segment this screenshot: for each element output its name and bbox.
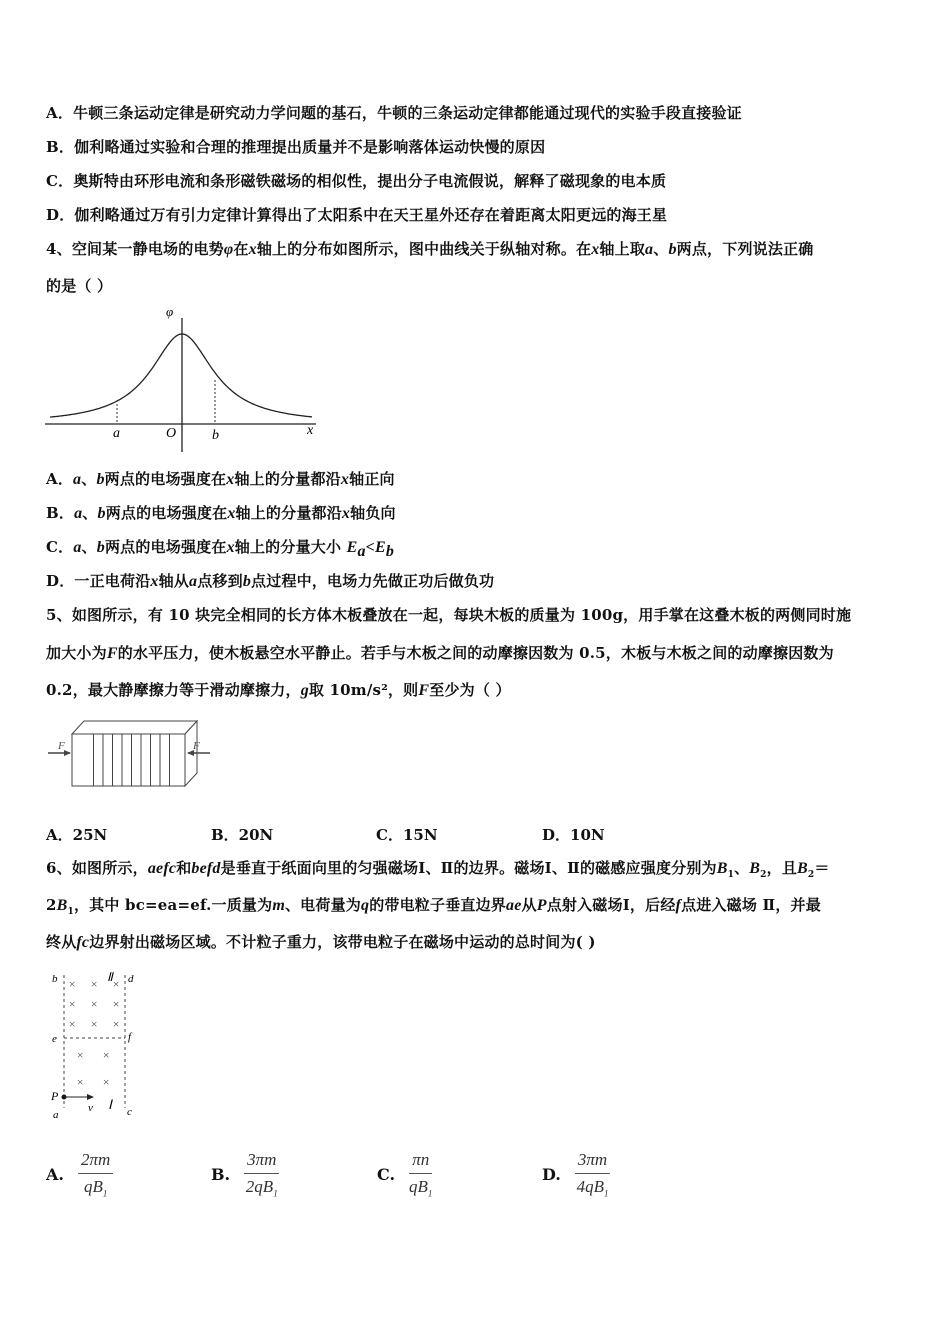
field-cross-icon: ×: [76, 1048, 85, 1062]
label-p: P: [51, 1089, 59, 1103]
text-segment: E: [346, 539, 358, 556]
text-segment: 轴正向: [349, 470, 395, 488]
numerator: 3πm: [244, 1150, 279, 1174]
text-segment: x: [150, 573, 159, 590]
text-segment: b: [96, 539, 105, 556]
text-segment: 轴上的分量都沿: [235, 504, 342, 522]
text-segment: 、: [82, 504, 98, 522]
text-segment: B．: [46, 504, 75, 522]
text-segment: 2: [760, 870, 767, 880]
denominator: $4qB_1$: [576, 1177, 609, 1199]
text-segment: 两点，下列说法正确: [676, 240, 814, 258]
text-segment: x: [340, 471, 350, 488]
field-cross-icon: ×: [68, 997, 77, 1011]
text-segment: 点进入磁场 Ⅱ，并最: [681, 896, 821, 914]
text-segment: F: [418, 682, 430, 699]
fraction: [575, 1150, 610, 1198]
text-segment: 至少为（ ）: [429, 681, 511, 699]
fraction: [244, 1150, 279, 1198]
numerator: 3πm: [575, 1150, 610, 1174]
label-region1: Ⅰ: [108, 1097, 112, 1112]
text-line[interactable]: [46, 536, 394, 561]
text-segment: fc: [76, 934, 90, 951]
left-force-label: F: [58, 740, 65, 752]
text-line[interactable]: [46, 570, 494, 591]
denominator: $qB_1$: [83, 1177, 108, 1199]
text-segment: f: [675, 897, 682, 914]
option-label: C.: [377, 1164, 396, 1184]
right-force-label: F: [193, 740, 200, 752]
text-segment: b: [668, 241, 677, 258]
text-segment: befd: [191, 860, 221, 877]
field-cross-icon: ×: [90, 1017, 99, 1031]
text-segment: B．伽利略通过实验和合理的推理提出质量并不是影响落体运动快慢的原因: [46, 138, 546, 156]
text-segment: a: [73, 539, 82, 556]
text-segment: 轴上的分量都沿: [234, 470, 341, 488]
b-label: b: [212, 428, 219, 443]
numerator: πn: [409, 1150, 432, 1174]
text-segment: C．奥斯特由环形电流和条形磁铁磁场的相似性，提出分子电流假说，解释了磁现象的电本质: [46, 172, 667, 190]
text-segment: 、: [734, 859, 750, 877]
text-segment: B: [749, 860, 761, 877]
text-segment: g: [300, 682, 309, 699]
text-segment: 、电荷量为: [284, 896, 361, 914]
q5-option-c[interactable]: C．15N: [376, 826, 438, 844]
denominator: $qB_1$: [409, 1177, 433, 1199]
option-label: A.: [46, 1164, 64, 1184]
field-cross-icon: ×: [112, 977, 121, 991]
x-label: x: [307, 423, 314, 438]
text-segment: ae: [506, 897, 522, 914]
field-cross-icon: ×: [102, 1048, 111, 1062]
text-line: [46, 102, 742, 123]
text-segment: φ: [223, 241, 234, 258]
numerator: 2πm: [78, 1150, 113, 1174]
label-c: c: [127, 1106, 132, 1118]
text-segment: b: [385, 543, 395, 560]
option-label: B.: [211, 1164, 231, 1184]
text-line[interactable]: [46, 502, 396, 523]
text-segment: 的带电粒子垂直边界: [369, 896, 506, 914]
field-cross-icon: ×: [68, 1017, 77, 1031]
text-segment: 2: [46, 896, 57, 914]
potential-curve: [50, 334, 312, 417]
text-segment: B: [716, 860, 728, 877]
text-segment: 轴从: [158, 572, 190, 590]
origin-label: O: [166, 426, 177, 441]
text-segment: 从: [521, 896, 537, 914]
field-cross-icon: ×: [102, 1075, 111, 1089]
text-segment: b: [97, 505, 106, 522]
text-segment: 2: [807, 870, 815, 880]
fraction: [409, 1150, 432, 1198]
label-f: f: [128, 1031, 132, 1043]
text-segment: 0.2，最大静摩擦力等于滑动摩擦力，: [46, 681, 301, 699]
text-segment: 点射入磁场Ⅰ，后经: [546, 896, 676, 914]
text-segment: 的是（ ）: [46, 277, 113, 295]
text-segment: x: [248, 241, 257, 258]
fraction: [78, 1150, 113, 1198]
text-segment: 和: [176, 859, 192, 877]
field-cross-icon: ×: [68, 977, 77, 991]
field-cross-icon: ×: [90, 977, 99, 991]
text-segment: ，其中 bc=ea=ef.一质量为: [73, 896, 273, 914]
text-segment: 两点的电场强度在: [104, 538, 227, 556]
text-segment: A．: [46, 470, 74, 488]
text-line: [46, 642, 834, 663]
text-segment: 轴负向: [350, 504, 396, 522]
text-line: [46, 931, 596, 952]
text-segment: b: [242, 573, 252, 590]
text-segment: x: [227, 505, 236, 522]
text-segment: 两点的电场强度在: [104, 470, 227, 488]
q5-option-d[interactable]: D．10N: [542, 826, 605, 844]
text-segment: 加大小为: [46, 644, 107, 662]
text-segment: 边界射出磁场区域。不计粒子重力，该带电粒子在磁场中运动的总时间为( ): [89, 933, 596, 951]
text-segment: 终从: [46, 933, 77, 951]
label-d: d: [128, 973, 134, 985]
text-segment: A．牛顿三条运动定律是研究动力学问题的基石，牛顿的三条运动定律都能通过现代的实验手段直接验证: [46, 104, 742, 122]
text-line: [46, 894, 821, 917]
text-segment: 1: [67, 907, 74, 917]
text-segment: 4、空间某一静电场的电势: [46, 240, 224, 258]
text-line: [46, 275, 112, 296]
label-region2: Ⅱ: [107, 970, 113, 984]
q6-option-c[interactable]: [377, 1150, 432, 1198]
text-segment: 两点的电场强度在: [105, 504, 228, 522]
text-segment: x: [341, 505, 351, 522]
text-line: [46, 204, 667, 225]
text-segment: a: [73, 471, 82, 488]
text-segment: 点移到: [197, 572, 243, 590]
text-segment: 的水平压力，使木板悬空水平静止。若手与木板之间的动摩擦因数为 0.5，木板与木板之间的动摩擦因数为: [117, 644, 834, 662]
field-cross-icon: ×: [76, 1075, 85, 1089]
text-line: [46, 238, 813, 259]
text-line[interactable]: [46, 468, 395, 489]
text-segment: B: [797, 860, 808, 877]
text-segment: 点过程中，电场力先做正功后做负功: [251, 572, 495, 590]
label-v: v: [88, 1102, 93, 1114]
text-segment: 在: [233, 240, 249, 258]
text-line: [46, 679, 511, 700]
text-segment: 轴上的分量大小: [234, 538, 347, 556]
text-segment: 轴上取: [599, 240, 646, 258]
text-segment: 6、如图所示，: [46, 859, 148, 877]
magnetic-field-figure: [44, 965, 144, 1120]
label-a: a: [53, 1109, 59, 1120]
text-segment: a: [645, 241, 654, 258]
text-segment: P: [536, 897, 547, 914]
text-segment: D．一正电荷沿: [46, 572, 151, 590]
field-cross-icon: ×: [112, 997, 121, 1011]
text-segment: q: [360, 897, 370, 914]
text-segment: a: [357, 543, 366, 560]
text-segment: ，且: [766, 859, 798, 877]
option-label: D.: [542, 1164, 561, 1184]
text-segment: x: [226, 539, 235, 556]
text-segment: aefc: [147, 860, 177, 877]
text-segment: <: [365, 539, 375, 556]
text-segment: a: [74, 505, 83, 522]
q5-option-b[interactable]: B．20N: [211, 826, 274, 844]
text-segment: 是垂直于纸面向里的匀强磁场Ⅰ、Ⅱ的边界。磁场Ⅰ、Ⅱ的磁感应强度分别为: [220, 859, 717, 877]
text-segment: 取 10m/s²，则: [308, 681, 419, 699]
text-line: [46, 170, 666, 191]
text-segment: ＝: [814, 859, 830, 877]
text-segment: 5、如图所示，有 10 块完全相同的长方体木板叠放在一起，每块木板的质量为 100g，用手掌在这叠木板的两侧同时施: [46, 606, 852, 624]
text-segment: B: [56, 897, 68, 914]
text-segment: D．伽利略通过万有引力定律计算得出了太阳系中在天王星外还存在着距离太阳更远的海王星: [46, 206, 668, 224]
label-e: e: [52, 1033, 57, 1045]
q6-option-a[interactable]: [46, 1150, 113, 1198]
text-segment: x: [591, 241, 600, 258]
boards-figure: [44, 712, 219, 797]
text-segment: F: [106, 645, 118, 662]
text-line: [46, 136, 545, 157]
field-cross-icon: ×: [112, 1017, 121, 1031]
text-segment: b: [96, 471, 105, 488]
a-label: a: [113, 426, 120, 441]
q6-option-d[interactable]: [542, 1150, 610, 1198]
text-segment: 1: [727, 870, 735, 880]
text-segment: a: [189, 573, 198, 590]
text-segment: C．: [46, 538, 74, 556]
q5-option-a[interactable]: A．25N: [46, 826, 108, 844]
text-segment: m: [272, 897, 285, 914]
text-segment: E: [375, 539, 386, 556]
q6-option-b[interactable]: [211, 1150, 279, 1198]
text-line: [46, 857, 830, 880]
field-cross-icon: ×: [90, 997, 99, 1011]
potential-graph: [40, 300, 330, 460]
text-segment: x: [226, 471, 235, 488]
text-segment: 、: [81, 470, 97, 488]
text-segment: 轴上的分布如图所示，图中曲线关于纵轴对称。在: [256, 240, 592, 258]
label-b: b: [52, 973, 58, 985]
denominator: $2qB_1$: [245, 1177, 278, 1199]
text-segment: 、: [653, 240, 669, 258]
text-line: [46, 604, 851, 625]
text-segment: 、: [81, 538, 97, 556]
phi-label: φ: [166, 304, 174, 319]
